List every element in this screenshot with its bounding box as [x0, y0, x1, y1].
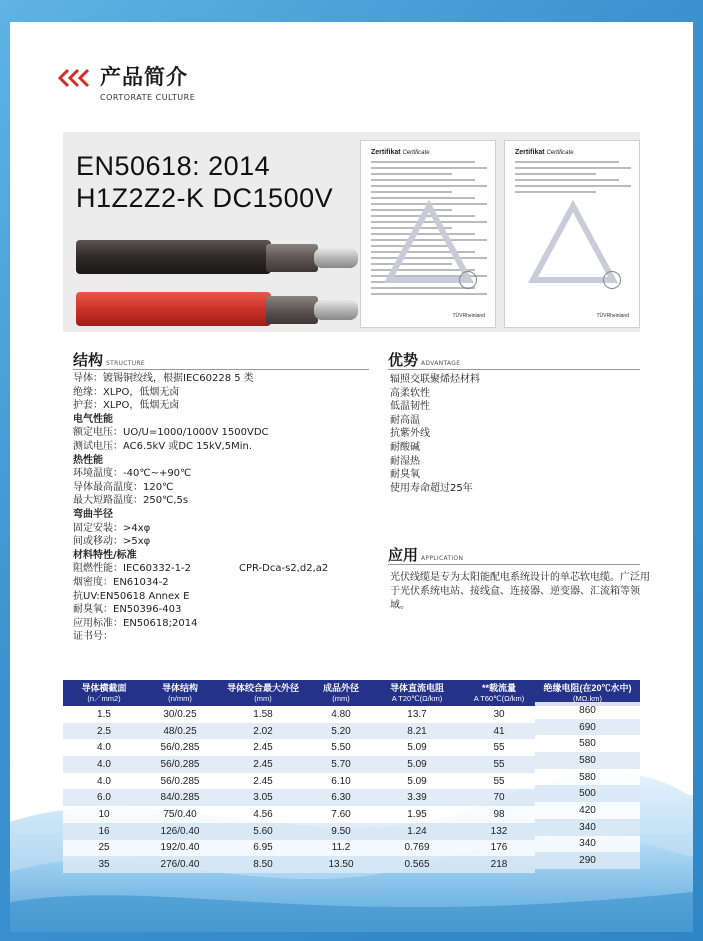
spec-row: 额定电压：UO/U=1000/1000V 1500VDC — [73, 427, 269, 439]
spec-row: 测试电压：AC6.5kV 或DC 15kV,5Min. — [73, 440, 253, 452]
table-cell: 2.45 — [253, 758, 273, 770]
table-cell: 30 — [493, 708, 505, 720]
structure-spec-list — [73, 372, 393, 644]
table-cell: 276/0.40 — [160, 859, 200, 871]
table-cell: 4.0 — [97, 758, 111, 770]
table-cell: 5.09 — [407, 758, 427, 770]
table-cell: 580 — [579, 754, 596, 766]
advantage-item: 使用寿命超过25年 — [390, 482, 473, 494]
certificate-image — [504, 140, 640, 328]
table-cell: 55 — [493, 775, 505, 787]
table-cell: 56/0.285 — [160, 742, 200, 754]
table-cell: 0.565 — [404, 859, 430, 871]
structure-heading: 结构 STRUCTURE — [73, 351, 145, 369]
table-cell: 4.0 — [97, 775, 111, 787]
spec-section-title: 弯曲半径 — [73, 508, 113, 520]
table-cell: 4.56 — [253, 808, 273, 820]
spec-row: 环境温度：-40℃~+90℃ — [73, 468, 192, 480]
table-cell: 30/0.25 — [163, 708, 197, 720]
table-cell: 10 — [98, 808, 110, 820]
application-description: 光伏线缆是专为太阳能配电系统设计的单芯软电缆。广泛用于光伏系统电站、接线盒、连接器、逆变器、汇流箱等领域。 — [390, 572, 650, 612]
advantage-item: 辐照交联聚烯烃材料 — [390, 374, 480, 385]
model-type: H1Z2Z2-K DC1500V — [76, 183, 334, 213]
table-cell: 290 — [579, 855, 596, 867]
table-cell: 6.0 — [97, 792, 111, 804]
divider — [388, 564, 640, 565]
model-standard: EN50618: 2014 — [76, 151, 271, 181]
table-cell: 2.5 — [97, 725, 111, 737]
product-model — [76, 150, 333, 214]
table-cell: 3.39 — [407, 792, 427, 804]
table-cell: 2.45 — [253, 742, 273, 754]
certificate-title: Zertifikat Certificate — [371, 149, 430, 156]
certificate-brand: TÜVRheinland — [596, 313, 629, 319]
spec-row: 应用标准：EN50618;2014 — [73, 617, 198, 629]
advantage-item: 耐臭氧 — [390, 469, 420, 481]
table-cell: 420 — [579, 804, 596, 816]
table-cell: 340 — [579, 838, 596, 850]
table-cell: 126/0.40 — [160, 825, 200, 837]
table-cell: 70 — [493, 792, 505, 804]
spec-section-title: 材料特性/标准 — [73, 549, 137, 561]
table-cell: 218 — [490, 859, 508, 871]
seal-icon — [603, 271, 621, 289]
table-cell: 5.70 — [331, 758, 351, 770]
spec-row: 耐臭氧：EN50396-403 — [73, 604, 182, 616]
table-cell: 98 — [493, 808, 505, 820]
spec-row: 最大短路温度：250℃,5s — [73, 495, 189, 507]
table-cell: 0.769 — [404, 842, 430, 854]
spec-row: 证书号： — [73, 631, 113, 643]
table-cell: 48/0.25 — [163, 725, 197, 737]
table-cell: 690 — [579, 721, 596, 733]
table-cell: 35 — [98, 859, 110, 871]
spec-row: 阻燃性能：IEC60332-1-2 CPR-Dca-s2,d2,a2 — [73, 563, 329, 575]
table-cell: 6.10 — [331, 775, 351, 787]
table-cell: 5.09 — [407, 775, 427, 787]
column-header: 导体横截面 (n／mm2) — [81, 683, 127, 703]
table-cell: 55 — [493, 742, 505, 754]
table-cell: 1.5 — [97, 708, 111, 720]
table-cell: 84/0.285 — [160, 792, 200, 804]
table-cell: 3.05 — [253, 792, 273, 804]
advantage-item: 低温韧性 — [390, 401, 430, 413]
table-cell: 4.80 — [331, 708, 351, 720]
table-cell: 75/0.40 — [163, 808, 197, 820]
table-cell: 1.95 — [407, 808, 427, 820]
spec-table — [63, 680, 640, 873]
page-title: 产品简介 — [100, 65, 188, 89]
table-cell: 5.09 — [407, 742, 427, 754]
table-cell: 176 — [490, 842, 508, 854]
divider — [73, 369, 369, 370]
table-cell: 580 — [579, 738, 596, 750]
column-header: 成品外径 (mm) — [322, 683, 359, 703]
spec-row: 固定安装：>4xφ — [73, 522, 151, 534]
advantage-heading: 优势 ADVANTAGE — [388, 351, 461, 369]
table-cell: 2.45 — [253, 775, 273, 787]
table-cell: 192/0.40 — [160, 842, 200, 854]
spec-row: 导体：镀锡铜绞线，根据IEC60228 5 类 — [73, 373, 254, 384]
table-row — [63, 856, 640, 873]
advantage-item: 耐湿热 — [390, 455, 420, 467]
table-cell: 5.50 — [331, 742, 351, 754]
column-header: **载流量 A T60℃(Ω/km) — [473, 683, 525, 703]
column-header: 导体绞合最大外径 (mm) — [226, 683, 299, 703]
application-heading: 应用 APPLICATION — [388, 546, 464, 564]
table-cell: 41 — [493, 725, 505, 737]
table-cell: 13.50 — [328, 859, 354, 871]
table-cell: 25 — [98, 842, 110, 854]
table-cell: 11.2 — [331, 842, 351, 854]
cable-image — [76, 232, 376, 332]
table-cell: 132 — [490, 825, 508, 837]
table-cell: 340 — [579, 821, 596, 833]
divider — [388, 369, 640, 370]
advantage-item: 高柔软性 — [390, 387, 430, 399]
table-cell: 5.20 — [331, 725, 351, 737]
table-cell: 5.60 — [253, 825, 273, 837]
table-cell: 8.50 — [253, 859, 273, 871]
column-header: 导体直流电阻 A T20℃(Ω/km) — [389, 683, 444, 703]
certificate-image — [360, 140, 496, 328]
table-cell: 1.58 — [253, 708, 273, 720]
column-header: 导体结构 (n/mm) — [161, 683, 198, 703]
column-header: 绝缘电阻(在20℃水中) (MΩ.km) — [543, 683, 632, 703]
spec-row: 护套：XLPO，低烟无卤 — [73, 400, 180, 412]
table-cell: 16 — [98, 825, 110, 837]
table-cell: 2.02 — [253, 725, 273, 737]
advantage-item: 抗紫外线 — [390, 428, 430, 440]
table-cell: 6.95 — [253, 842, 273, 854]
table-cell: 55 — [493, 758, 505, 770]
certificate-brand: TÜVRheinland — [452, 313, 485, 319]
advantage-item: 耐酸碱 — [390, 441, 420, 453]
table-cell: 580 — [579, 771, 596, 783]
table-cell: 1.24 — [407, 825, 427, 837]
page-subtitle: CORTORATE CULTURE — [100, 93, 196, 102]
advantage-item: 耐高温 — [390, 414, 420, 426]
advantage-list — [390, 373, 480, 495]
table-cell: 56/0.285 — [160, 758, 200, 770]
table-cell: 13.7 — [407, 708, 427, 720]
spec-section-title: 热性能 — [73, 454, 103, 466]
spec-row: 抗UV:EN50618 Annex E — [73, 590, 190, 602]
spec-row: 烟密度：EN61034-2 — [73, 576, 169, 588]
spec-row: 间或移动：>5xφ — [73, 536, 151, 548]
brochure-page — [10, 22, 693, 932]
table-cell: 6.30 — [331, 792, 351, 804]
table-cell: 4.0 — [97, 742, 111, 754]
spec-section-title: 电气性能 — [73, 413, 113, 425]
spec-row: 绝缘：XLPO，低烟无卤 — [73, 386, 180, 398]
spec-row: 导体最高温度：120℃ — [73, 481, 174, 493]
chevron-left-icon — [54, 68, 100, 88]
table-cell: 8.21 — [407, 725, 427, 737]
table-cell: 500 — [579, 788, 596, 800]
table-cell: 7.60 — [331, 808, 351, 820]
table-body — [63, 706, 640, 873]
seal-icon — [459, 271, 477, 289]
table-cell: 9.50 — [331, 825, 351, 837]
table-cell: 860 — [579, 704, 596, 716]
certificate-title: Zertifikat Certificate — [515, 149, 574, 156]
table-cell: 56/0.285 — [160, 775, 200, 787]
